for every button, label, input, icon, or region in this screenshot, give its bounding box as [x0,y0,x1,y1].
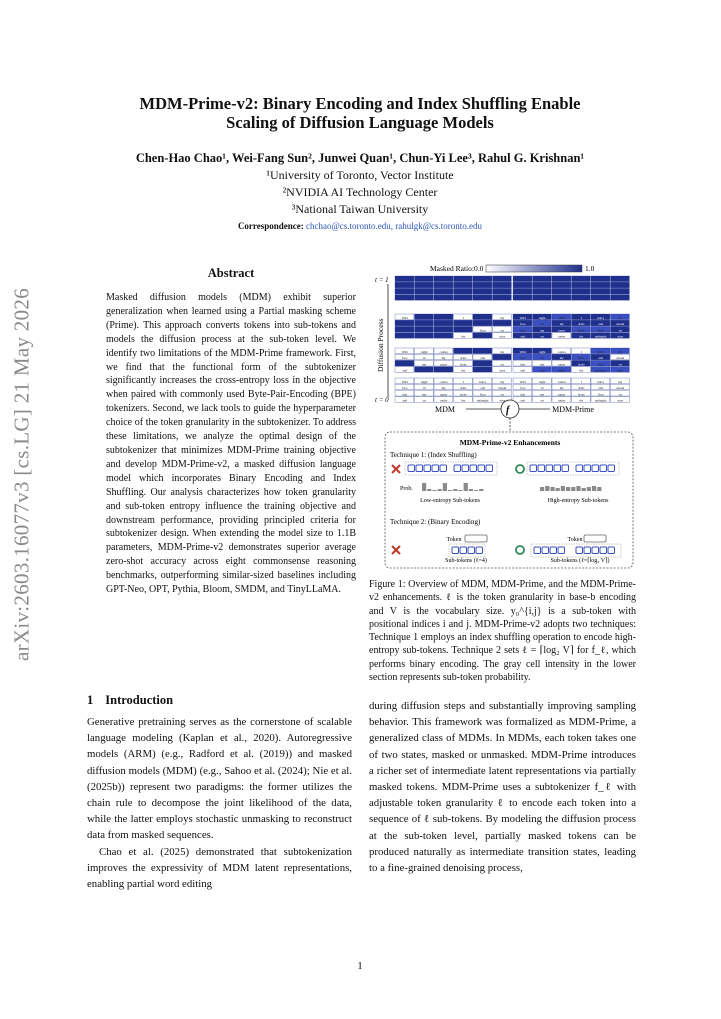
grid-word: boats [459,362,467,367]
grid-word: my [559,322,564,327]
grid-word: burry [479,379,487,384]
prob-bar [540,487,544,491]
intro-left-column [87,714,352,892]
mdm-prime-grid [513,276,629,403]
grid-word: midnight [476,398,489,403]
prob-bar [587,487,591,491]
enhancements-title: MDM-Prime-v2 Enhancements [459,438,561,447]
technique-2-label: Technique 2: (Binary Encoding) [390,518,481,526]
grid-word: Wild [401,349,408,354]
grid-word: boats [577,362,585,367]
intro-paragraph-2: Chao et al. (2025) demonstrated that subtokenization improves the expressivity of MDM latent representations, enabling partial word editing [87,845,352,891]
grid-cell [434,326,453,332]
grid-cell [493,282,512,288]
grid-word: I [580,379,582,384]
grid-word: my [540,392,545,397]
grid-word: in [541,386,544,391]
subtoken-box [608,465,615,472]
subtoken-box [424,465,431,472]
mdm-grid [395,276,511,403]
grid-word: Wild [519,379,526,384]
grid-word: night [538,315,546,320]
grid-word: stars [499,398,506,403]
grid-cell [454,295,473,301]
grid-word: my [422,362,427,367]
grid-word: my [540,362,545,367]
grid-cell [395,320,414,326]
grid-word: paper [440,362,448,367]
grid-word: in [423,356,426,361]
correspondence-emails[interactable]: chchao@cs.toronto.edu, rahulgk@cs.toronto.edu [306,221,483,231]
grid-cell [454,276,473,282]
prob-bar [438,489,442,491]
grid-word: my [441,386,446,391]
grid-cell [395,288,414,294]
grid-cell [434,276,453,282]
grid-word: my [540,328,545,333]
grid-word: dream [616,322,625,327]
grid-cell [415,326,434,332]
affiliation-1: ¹University of Toronto, Vector Institute [266,168,454,182]
high-entropy-label: High-entropy Sub-tokens [547,498,609,504]
grid-word: that [520,392,526,397]
subtoken-box [584,465,591,472]
grid-word: float [479,392,486,397]
subtoken-box [416,465,423,472]
grid-word: my [618,379,623,384]
grid-cell [415,333,434,339]
page-number: 1 [357,960,363,972]
grid-cell [552,276,571,282]
grid-word: my [441,356,446,361]
grid-word: boats [577,392,585,397]
subtoken-box [592,465,599,472]
grid-word: comes [439,379,448,384]
title-line-2: Scaling of Diffusion Language Models [226,113,494,132]
token-box [465,535,487,542]
grid-cell [434,367,453,373]
grid-cell [513,276,532,282]
grid-word: that [520,328,526,333]
grid-word: arms [578,386,585,391]
grid-word: on [618,362,622,367]
grid-cell [493,276,512,282]
grid-cell [513,288,532,294]
grid-word: Wild [519,349,526,354]
subtoken-box [454,465,461,472]
grid-word: on [540,334,544,339]
grid-cell [415,367,434,373]
grid-word: Wild [401,379,408,384]
grid-word: in [541,322,544,327]
grid-cell [395,333,414,339]
mdm-label: MDM [434,405,456,414]
grid-word: face [520,356,526,361]
grid-word: comes [439,349,448,354]
grid-cell [395,276,414,282]
paper-title [80,94,640,132]
subtoken-box [584,547,591,554]
grid-cell [611,282,630,288]
mdm-prime-label: MDM-Prime [552,405,594,414]
grid-cell [533,288,552,294]
subtoken-box [462,465,469,472]
grid-word: and [480,386,486,391]
grid-word: my [500,379,505,384]
grid-word: and [598,356,604,361]
grid-word: face [520,386,526,391]
grid-word: on [422,398,426,403]
subtoken-box [576,465,583,472]
figure-caption: Figure 1: Overview of MDM, MDM-Prime, and the MDM-Prime-v2 enhancements. ℓ is the token granularity in base-b encoding and V is the vocabulary size. y₀^{i,j} is a sub-token with positional indices i and j. MDM-Prime-v2 adopts two techniques: Technique 1 employs an index shuffling operation to encode high-entropy sub-tokens. Technique 2 sets ℓ = ⌈log₂ V⌉ for f_ℓ, which performs binary encoding. The gray cell intensity in the lower section represents sub-token probability. [369,579,636,684]
grid-word: the [579,334,584,339]
subtoken-box [530,465,537,472]
grid-cell [395,282,414,288]
prob-bar [427,489,431,491]
prob-bar [458,490,462,491]
grid-cell [473,295,492,301]
arxiv-stamp: arXiv:2603.16077v3 [cs.LG] 21 May 2026 [9,288,34,662]
grid-cell [415,314,434,320]
grid-cell [473,314,492,320]
grid-cell [473,333,492,339]
grid-word: stars [499,368,506,373]
prob-bar [566,487,570,491]
grid-cell [591,282,610,288]
grid-word: the [579,368,584,373]
prob-bar [576,486,580,491]
prob-bar [453,489,457,491]
ratio-colorbar [486,265,582,272]
grid-cell [473,276,492,282]
grid-word: on [540,398,544,403]
grid-word: in [541,356,544,361]
grid-word: paper [558,328,566,333]
prob-bar [556,488,560,491]
prob-bar [474,490,478,491]
grid-word: stars [617,398,624,403]
grid-cell [473,288,492,294]
grid-cell [434,282,453,288]
grid-word: burry [597,315,605,320]
grid-word: and [402,368,408,373]
figure-1-graphic [370,262,635,574]
grid-word: my [618,349,623,354]
grid-word: dream [616,356,625,361]
grid-cell [415,295,434,301]
title-line-1: MDM-Prime-v2: Binary Encoding and Index Shuffling Enable [139,94,581,113]
subtoken-box [478,465,485,472]
grid-cell [454,320,473,326]
grid-word: stars [617,368,624,373]
low-entropy-label: Low-entropy Sub-tokens [420,498,480,504]
subtoken-box [440,465,447,472]
grid-word: midnight [594,398,607,403]
grid-word: dream [498,386,507,391]
grid-cell [552,295,571,301]
prob-bar [469,489,473,491]
grid-word: comes [557,379,566,384]
subtokens-left-label: Sub-tokens (ℓ=4) [445,558,487,564]
grid-cell [434,333,453,339]
intro-right-column: during diffusion steps and substantially improving sampling behavior. This framework was formalized as MDM-Prime, a generalized class of MDMs. In MDMs, each token takes one of two states, masked or unmasked. MDM-Prime introduces a richer set of intermediate latent representations via partially masked tokens. MDM-Prime uses a subtokenizer f_ℓ with adjustable token granularity ℓ to encode each token into a sequence of ℓ sub-tokens. By modeling the diffusion process at the sub-token level, partially masked tokens can be produced naturally as intermediate transition states, leading to a fine-grained denoising process, [369,700,636,875]
subtoken-box [470,465,477,472]
abstract-body: Masked diffusion models (MDM) exhibit superior generalization when learned using a Partial masking scheme (Prime). This approach converts tokens into sub-tokens and models the diffusion process at the sub-token level. We identify two limitations of the MDM-Prime framework. First, we find that the functional form of the subtokenizer significantly increases the cross-entropy loss in the objective when paired with commonly used Byte-Pair-Encoding (BPE) tokenizers. Second, we lack tools to guide the hyperparameter choice of the token granularity in the subtokenizer. To address these limitations, we analyze the optimal design of the subtokenizer that minimizes MDM-Prime training objective and develop MDM-Prime-v2, a masked diffusion language model which incorporates Binary Encoding and Index Shuffling. Our analysis characterizes how token granularity and sub-token entropy influence the training objective and downstream performance, providing principled criteria for subtokenizer design. When extending the model size to 1.1B parameters, MDM-Prime-v2 demonstrates superior average zero-shot accuracy across eight commonsense reasoning benchmarks, outperforming similar-sized baselines including GPT-Neo, OPT, Pythia, Bloom, SMDM, and TinyLLaMA. [106,292,356,596]
grid-cell [454,326,473,332]
grid-word: night [420,349,428,354]
grid-cell [473,282,492,288]
affiliation-2: ²NVIDIA AI Technology Center [282,185,438,199]
grid-cell [552,288,571,294]
grid-word: on [618,328,622,333]
grid-cell [395,295,414,301]
grid-word: face [520,322,526,327]
grid-cell [454,288,473,294]
grid-cell [415,320,434,326]
prob-bar [545,486,549,491]
grid-word: that [402,392,408,397]
grid-word: arms [578,356,585,361]
subtoken-box [460,547,467,554]
grid-word: midnight [594,334,607,339]
token-label-right: Token [567,537,583,543]
subtoken-box [562,465,569,472]
grid-word: midnight [594,368,607,373]
grid-word: under [558,334,566,339]
prob-bar [448,490,452,491]
prob-bar [571,487,575,491]
intro-number: 1 [87,693,94,707]
grid-word: burry [597,379,605,384]
subtoken-box [542,547,549,554]
grid-cell [572,276,591,282]
t-bottom-label: t = 0 [375,396,389,404]
subtoken-box [550,547,557,554]
ratio-max-label: 1.0 [585,264,595,273]
grid-word: under [558,368,566,373]
prob-label: Prob. [400,486,413,492]
grid-word: arms [460,386,467,391]
grid-word: boats [577,328,585,333]
subtoken-box [576,547,583,554]
grid-word: Wild [401,315,408,320]
grid-word: and [520,368,526,373]
grid-word: Wild [519,315,526,320]
correspondence-label: Correspondence: [237,221,304,231]
grid-word: face [402,356,408,361]
grid-word: my [559,356,564,361]
author-list: Chen-Hao Chao¹, Wei-Fang Sun², Junwei Quan¹, Chun-Yi Lee³, Rahul G. Krishnan¹ [135,151,585,165]
abstract-heading: Abstract [207,266,255,280]
grid-word: that [520,362,526,367]
figure-1 [370,262,635,579]
grid-cell [493,320,512,326]
grid-word: I [462,379,464,384]
intro-heading [87,693,185,708]
subtoken-box [534,547,541,554]
grid-word: on [500,362,504,367]
grid-word: paper [558,392,566,397]
subtoken-box [546,465,553,472]
grid-word: face [402,386,408,391]
subtoken-box [600,465,607,472]
grid-cell [454,348,473,354]
subtoken-box [558,547,565,554]
subtoken-box [592,547,599,554]
grid-cell [395,326,414,332]
grid-cell [572,282,591,288]
grid-word: I [580,315,582,320]
grid-cell [591,276,610,282]
ratio-min-label: 0.0 [474,264,484,273]
grid-cell [513,282,532,288]
prob-bar [582,488,586,491]
t-top-label: t = 1 [375,276,389,284]
grid-word: and [598,322,604,327]
affiliation-3: ³National Taiwan University [291,202,429,216]
grid-cell [473,348,492,354]
grid-word: the [461,368,466,373]
grid-word: on [500,392,504,397]
grid-word: stars [499,334,506,339]
grid-word: stars [617,334,624,339]
grid-word: dream [616,386,625,391]
grid-word: the [461,334,466,339]
grid-word: night [538,379,546,384]
grid-cell [572,288,591,294]
token-box [584,535,606,542]
grid-word: float [597,392,604,397]
subtoken-box [452,547,459,554]
correspondence [80,221,640,231]
grid-word: on [500,328,504,333]
grid-cell [473,360,492,366]
grid-word: night [538,349,546,354]
grid-word: float [479,328,486,333]
grid-cell [533,295,552,301]
subtoken-box [554,465,561,472]
grid-cell [473,320,492,326]
grid-word: under [558,398,566,403]
grid-cell [434,288,453,294]
grid-word: my [500,315,505,320]
prob-bar [597,487,601,491]
grid-cell [454,282,473,288]
grid-cell [611,276,630,282]
grid-word: paper [440,392,448,397]
subtoken-box [538,465,545,472]
grid-cell [611,288,630,294]
prob-bar [550,487,554,491]
grid-cell [473,367,492,373]
grid-word: I [580,349,582,354]
masked-ratio-label: Masked Ratio: [430,264,474,273]
prob-bar [592,486,596,491]
intro-paragraph-1: Generative pretraining serves as the cornerstone of scalable language modeling (Kaplan et al., 2020). Autoregressive models (ARM) (e.g., Radford et al. (2019)) and masked diffusion models (MDM) (e.g., Sahoo et al. (2024); Nie et al. (2025b)) represent two paradigms: the former utilizes the chain rule to decompose the joint likelihood of the data, while the latter employs stochastic unmasking to reconstruct data from masked sequences. [87,716,352,842]
grid-word: float [597,362,604,367]
grid-word: the [461,398,466,403]
grid-word: arms [460,356,467,361]
f-ell-node [501,400,519,418]
grid-cell [533,282,552,288]
subtoken-box [468,547,475,554]
f-ell-label: f [506,405,510,416]
grid-cell [434,314,453,320]
subtoken-box [600,547,607,554]
prob-bar [422,483,426,491]
grid-word: boats [459,392,467,397]
grid-cell [611,295,630,301]
prob-bar [479,489,483,491]
grid-word: and [402,398,408,403]
grid-cell [415,276,434,282]
grid-cell [395,360,414,366]
grid-cell [572,295,591,301]
token-label-left: Token [446,537,462,543]
intro-title: Introduction [105,693,174,707]
grid-word: on [540,368,544,373]
grid-cell [513,295,532,301]
grid-word: in [423,386,426,391]
grid-word: my [500,349,505,354]
grid-word: arms [578,322,585,327]
grid-word: paper [558,362,566,367]
grid-word: float [597,328,604,333]
prob-bar [464,483,468,491]
grid-word: I [462,315,464,320]
grid-cell [533,276,552,282]
grid-cell [434,320,453,326]
grid-cell [493,288,512,294]
grid-word: my [618,315,623,320]
technique-1-label: Technique 1: (Index Shuffling) [390,451,477,459]
grid-cell [415,288,434,294]
grid-word: comes [557,349,566,354]
grid-word: my [422,392,427,397]
grid-word: night [420,379,428,384]
grid-word: and [480,356,486,361]
subtoken-box [486,465,493,472]
grid-cell [591,288,610,294]
prob-bar [561,486,565,491]
diffusion-process-label: Diffusion Process [376,318,385,372]
grid-word: and [520,334,526,339]
grid-word: and [598,386,604,391]
subtoken-box [432,465,439,472]
grid-word: and [520,398,526,403]
grid-cell [552,282,571,288]
grid-cell [415,282,434,288]
subtoken-box [608,547,615,554]
grid-cell [493,354,512,360]
grid-cell [434,295,453,301]
grid-word: on [618,392,622,397]
subtokens-right-label: Sub-tokens (ℓ=⌈log₂ V⌉) [550,558,610,564]
prob-bar [443,483,447,491]
grid-word: under [440,398,448,403]
grid-word: the [579,398,584,403]
subtoken-box [408,465,415,472]
grid-word: comes [557,315,566,320]
grid-cell [591,295,610,301]
grid-cell [493,295,512,301]
subtoken-box [476,547,483,554]
grid-word: my [559,386,564,391]
prob-bar [432,490,436,491]
grid-word: burry [597,349,605,354]
